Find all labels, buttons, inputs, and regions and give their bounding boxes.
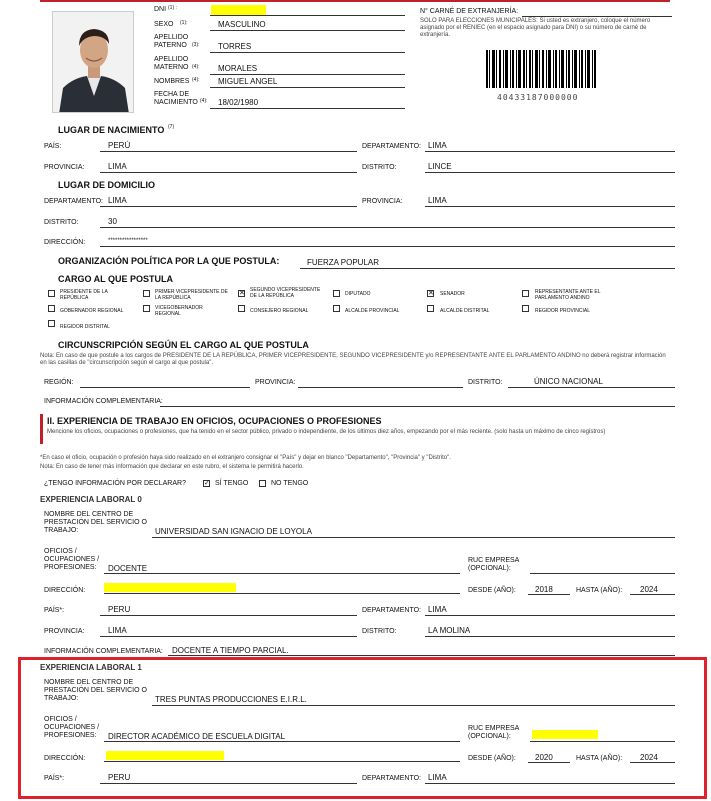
dom-depto-value: LIMA — [108, 196, 127, 205]
carne-note: SOLO PARA ELECCIONES MUNICIPALES: Si usted es extranjero, coloque el número asignado por el RENIEC (en el espacio asignado para DNI) o su número de carné de extranjería. — [420, 18, 651, 38]
exp0-dir-label: DIRECCIÓN: — [44, 587, 86, 594]
barcode — [486, 50, 598, 88]
nac-depto-line — [425, 151, 675, 152]
sexo-label: SEXO — [154, 21, 174, 28]
cargo-checkbox[interactable] — [48, 320, 55, 327]
section-bar — [40, 414, 43, 444]
exp0-prov-line — [100, 636, 357, 637]
nac-depto-value: LIMA — [428, 141, 447, 150]
circ-region-line — [80, 387, 250, 388]
cargo-option-label: ALCALDE DISTRITAL — [440, 308, 490, 314]
exp0-ruc-line — [530, 573, 675, 574]
fecha-line — [210, 108, 405, 109]
cargo-option-label: REGIDOR DISTRITAL — [60, 324, 110, 330]
exp0-hasta-label: HASTA (AÑO): — [576, 587, 623, 594]
dom-prov-line — [425, 206, 675, 207]
nac-pais-label: PAÍS: — [44, 143, 62, 150]
exp0-oficio-value: DOCENTE — [108, 564, 148, 573]
seccion2-desc: Mencione los oficios, ocupaciones o profesiones, que ha tenido en el sector público, privado o independiente, de los últimos diez años, empezando por el más reciente. (solo hasta un máximo de cinco registros) — [47, 429, 606, 435]
nac-prov-line — [100, 172, 357, 173]
domicilio-title: LUGAR DE DOMICILIO — [58, 180, 155, 190]
circ-dist-line — [508, 387, 675, 388]
cargo-checkbox[interactable] — [522, 290, 529, 297]
nac-dist-label: DISTRITO: — [362, 164, 397, 171]
circ-region-label: REGIÓN: — [44, 379, 74, 386]
dom-dir-line — [100, 246, 675, 247]
seccion2-title: II. EXPERIENCIA DE TRABAJO EN OFICIOS, OCUPACIONES O PROFESIONES — [47, 416, 382, 426]
dom-prov-label: PROVINCIA: — [362, 198, 403, 205]
exp0-pais-value: PERU — [108, 605, 131, 614]
cargo-checkbox[interactable]: ✕ — [239, 290, 245, 297]
circ-note: Nota: En caso de que postule a los cargos de PRESIDENTE DE LA REPÚBLICA, PRIMER VICEPRESIDENTE, SEGUNDO VICEPRESIDENTE y/o REPRESENTANTE ANTE EL PARLAMENTO ANDINO no deberá registrar información en las casillas de "circunscripción según el cargo al que postula". — [40, 353, 666, 366]
exp0-desde-line — [528, 594, 570, 595]
ap-paterno-line — [210, 52, 405, 53]
nombres-label: NOMBRES — [154, 78, 190, 85]
exp1-depto-label: DEPARTAMENTO: — [362, 775, 421, 782]
circ-prov-label: PROVINCIA: — [255, 379, 296, 386]
exp0-depto-line — [425, 615, 675, 616]
nac-prov-label: PROVINCIA: — [44, 164, 85, 171]
cargo-option-label: VICEGOBERNADOR REGIONAL — [155, 305, 203, 317]
fecha-value: 18/02/1980 — [218, 98, 259, 107]
nac-prov-value: LIMA — [108, 162, 127, 171]
cargo-checkbox[interactable] — [333, 290, 340, 297]
sexo-value: MASCULINO — [218, 20, 266, 29]
exp0-dir-redaction — [104, 583, 236, 592]
dom-dist-line — [100, 227, 675, 228]
cargo-checkbox[interactable]: ✕ — [428, 290, 434, 297]
no-tengo-checkbox[interactable] — [259, 480, 266, 487]
nombres-line — [210, 87, 405, 88]
exp0-pais-line — [100, 615, 357, 616]
circ-dist-label: DISTRITO: — [468, 379, 503, 386]
ap-paterno-label: APELLIDO PATERNO — [154, 34, 189, 49]
candidate-photo — [52, 11, 134, 113]
exp0-oficio-line — [104, 573, 460, 574]
dom-dir-label: DIRECCIÓN: — [44, 239, 86, 246]
exp0-dist-label: DISTRITO: — [362, 628, 397, 635]
exp1-depto-value: LIMA — [428, 773, 447, 782]
cargo-checkbox[interactable] — [143, 305, 150, 312]
exp1-centro-line — [152, 705, 675, 706]
dom-depto-line — [100, 206, 357, 207]
exp0-ruc-label: RUC EMPRESA (OPCIONAL): — [468, 557, 519, 572]
si-tengo-label: SÍ TENGO — [215, 480, 249, 487]
nac-depto-label: DEPARTAMENTO: — [362, 143, 421, 150]
exp1-title: EXPERIENCIA LABORAL 1 — [40, 663, 142, 672]
exp1-depto-line — [425, 783, 675, 784]
exp0-pais-label: PAÍS*: — [44, 607, 65, 614]
ap-paterno-value: TORRES — [218, 42, 252, 51]
exp1-dir-redaction — [106, 751, 224, 760]
cargo-option-label: ALCALDE PROVINCIAL — [345, 308, 400, 314]
dni-label: DNI — [154, 6, 167, 13]
exp0-centro-label: NOMBRE DEL CENTRO DE PRESTACIÓN DEL SERVICIO O TRABAJO: — [44, 511, 147, 534]
exp1-oficio-value: DIRECTOR ACADÉMICO DE ESCUELA DIGITAL — [108, 732, 286, 741]
sexo-line — [210, 30, 405, 31]
circ-info-line — [160, 406, 675, 407]
circ-prov-line — [298, 387, 463, 388]
exp0-centro-value: UNIVERSIDAD SAN IGNACIO DE LOYOLA — [155, 527, 312, 536]
cargo-option-label: PRIMER VICEPRESIDENTE DE LA REPÚBLICA — [155, 289, 228, 301]
exp1-pais-label: PAÍS*: — [44, 775, 65, 782]
no-tengo-label: NO TENGO — [271, 480, 309, 487]
exp0-dir-line — [104, 593, 460, 594]
exp1-oficio-line — [104, 741, 460, 742]
exp0-title: EXPERIENCIA LABORAL 0 — [40, 495, 142, 504]
cargo-checkbox[interactable] — [143, 290, 150, 297]
cargo-option-label: REPRESENTANTE ANTE EL PARLAMENTO ANDINO — [535, 289, 601, 301]
carne-line — [522, 16, 672, 17]
circ-dist-value: ÚNICO NACIONAL — [534, 377, 603, 386]
nombres-value: MIGUEL ANGEL — [218, 77, 278, 86]
nac-dist-value: LINCE — [428, 162, 452, 171]
exp1-desde-line — [528, 762, 570, 763]
exp1-dir-line — [104, 761, 460, 762]
nacimiento-title: LUGAR DE NACIMIENTO — [58, 125, 165, 135]
exp0-depto-value: LIMA — [428, 605, 447, 614]
seccion2-note2: Nota: En caso de tener más información que declarar en este rubro, el sistema le permitirá hacerlo. — [40, 464, 304, 470]
exp1-desde-value: 2020 — [535, 753, 553, 762]
ap-materno-label: APELLIDO MATERNO — [154, 56, 189, 71]
exp1-hasta-value: 2024 — [640, 753, 658, 762]
nacimiento-footnote: (7) — [168, 124, 175, 130]
dni-line — [210, 15, 405, 16]
nac-pais-value: PERÚ — [108, 141, 131, 150]
exp0-prov-label: PROVINCIA: — [44, 628, 85, 635]
exp0-dist-value: LA MOLINA — [428, 626, 471, 635]
exp0-oficio-label: OFICIOS / OCUPACIONES / PROFESIONES: — [44, 548, 100, 571]
cargo-checkbox[interactable] — [522, 305, 529, 312]
dni-footnote: (1) : — [168, 5, 177, 11]
dom-dist-value: 30 — [108, 217, 117, 226]
exp1-centro-label: NOMBRE DEL CENTRO DE PRESTACIÓN DEL SERVICIO O TRABAJO: — [44, 679, 147, 702]
exp0-desde-label: DESDE (AÑO): — [468, 587, 516, 594]
organizacion-line — [300, 268, 675, 269]
cargo-checkbox[interactable] — [427, 305, 434, 312]
exp0-hasta-line — [630, 594, 675, 595]
cargo-option-label: REGIDOR PROVINCIAL — [535, 308, 591, 314]
exp1-pais-line — [100, 783, 357, 784]
cargo-option-label: CONSEJERO REGIONAL — [250, 308, 309, 314]
cargo-checkbox[interactable] — [238, 305, 245, 312]
ap-materno-value: MORALES — [218, 64, 258, 73]
sexo-footnote: (1): — [180, 20, 188, 26]
cargo-checkbox[interactable] — [48, 305, 55, 312]
exp0-dist-line — [425, 636, 675, 637]
barcode-number: 40433187000000 — [497, 93, 579, 102]
cargo-option-label: PRESIDENTE DE LA REPÚBLICA — [60, 289, 108, 301]
si-tengo-checkbox[interactable]: ✓ — [204, 480, 210, 487]
cargo-option-label: SENADOR — [440, 291, 465, 297]
seccion2-note1: *En caso el oficio, ocupación o profesión haya sido realizado en el extranjero consignar el "País" y dejar en blanco "Departamento", "Provincia" y "Distrito". — [40, 455, 451, 461]
dni-redaction — [211, 5, 266, 15]
fecha-footnote: (4): — [200, 98, 208, 104]
dom-dir-value: ***************** — [108, 238, 148, 244]
cargo-option-label: GOBERNADOR REGIONAL — [60, 308, 124, 314]
organizacion-label: ORGANIZACIÓN POLÍTICA POR LA QUE POSTULA: — [58, 256, 280, 266]
top-rule — [40, 0, 670, 2]
fecha-label: FECHA DE NACIMIENTO — [154, 91, 198, 106]
exp0-info-value: DOCENTE A TIEMPO PARCIAL. — [172, 646, 289, 655]
circ-title: CIRCUNSCRIPCIÓN SEGÚN EL CARGO AL QUE POSTULA — [58, 340, 309, 350]
cargo-option-label: SEGUNDO VICEPRESIDENTE DE LA REPÚBLICA — [250, 287, 321, 299]
cargo-checkbox[interactable] — [333, 305, 340, 312]
cargo-checkbox[interactable] — [48, 290, 55, 297]
declarar-question: ¿TENGO INFORMACIÓN POR DECLARAR? — [44, 480, 186, 487]
nac-pais-line — [100, 151, 357, 152]
organizacion-value: FUERZA POPULAR — [307, 258, 380, 267]
exp1-oficio-label: OFICIOS / OCUPACIONES / PROFESIONES: — [44, 716, 100, 739]
exp0-info-line — [168, 655, 675, 656]
exp1-ruc-redaction — [532, 730, 598, 739]
cargo-option-label: DIPUTADO — [345, 291, 371, 297]
exp0-prov-value: LIMA — [108, 626, 127, 635]
ap-materno-footnote: (4): — [192, 64, 200, 70]
exp1-pais-value: PERU — [108, 773, 131, 782]
ap-paterno-footnote: (3): — [192, 42, 200, 48]
exp1-ruc-line — [530, 741, 675, 742]
exp0-depto-label: DEPARTAMENTO: — [362, 607, 421, 614]
dom-depto-label: DEPARTAMENTO: — [44, 198, 103, 205]
exp0-centro-line — [152, 537, 675, 538]
exp1-ruc-label: RUC EMPRESA (OPCIONAL): — [468, 725, 519, 740]
carne-label: N° CARNÉ DE EXTRANJERÍA: — [420, 8, 519, 15]
exp0-hasta-value: 2024 — [640, 585, 658, 594]
exp1-centro-value: TRES PUNTAS PRODUCCIONES E.I.R.L. — [155, 695, 307, 704]
nombres-footnote: (4): — [192, 77, 200, 83]
exp1-hasta-label: HASTA (AÑO): — [576, 755, 623, 762]
dom-dist-label: DISTRITO: — [44, 219, 79, 226]
exp0-desde-value: 2018 — [535, 585, 553, 594]
exp0-info-label: INFORMACIÓN COMPLEMENTARIA: — [44, 648, 163, 655]
nac-dist-line — [425, 172, 675, 173]
cargo-title: CARGO AL QUE POSTULA — [58, 274, 174, 284]
circ-info-label: INFORMACIÓN COMPLEMENTARIA: — [44, 398, 163, 405]
exp1-hasta-line — [630, 762, 675, 763]
dom-prov-value: LIMA — [428, 196, 447, 205]
exp1-dir-label: DIRECCIÓN: — [44, 755, 86, 762]
exp1-desde-label: DESDE (AÑO): — [468, 755, 516, 762]
ap-materno-line — [210, 74, 405, 75]
